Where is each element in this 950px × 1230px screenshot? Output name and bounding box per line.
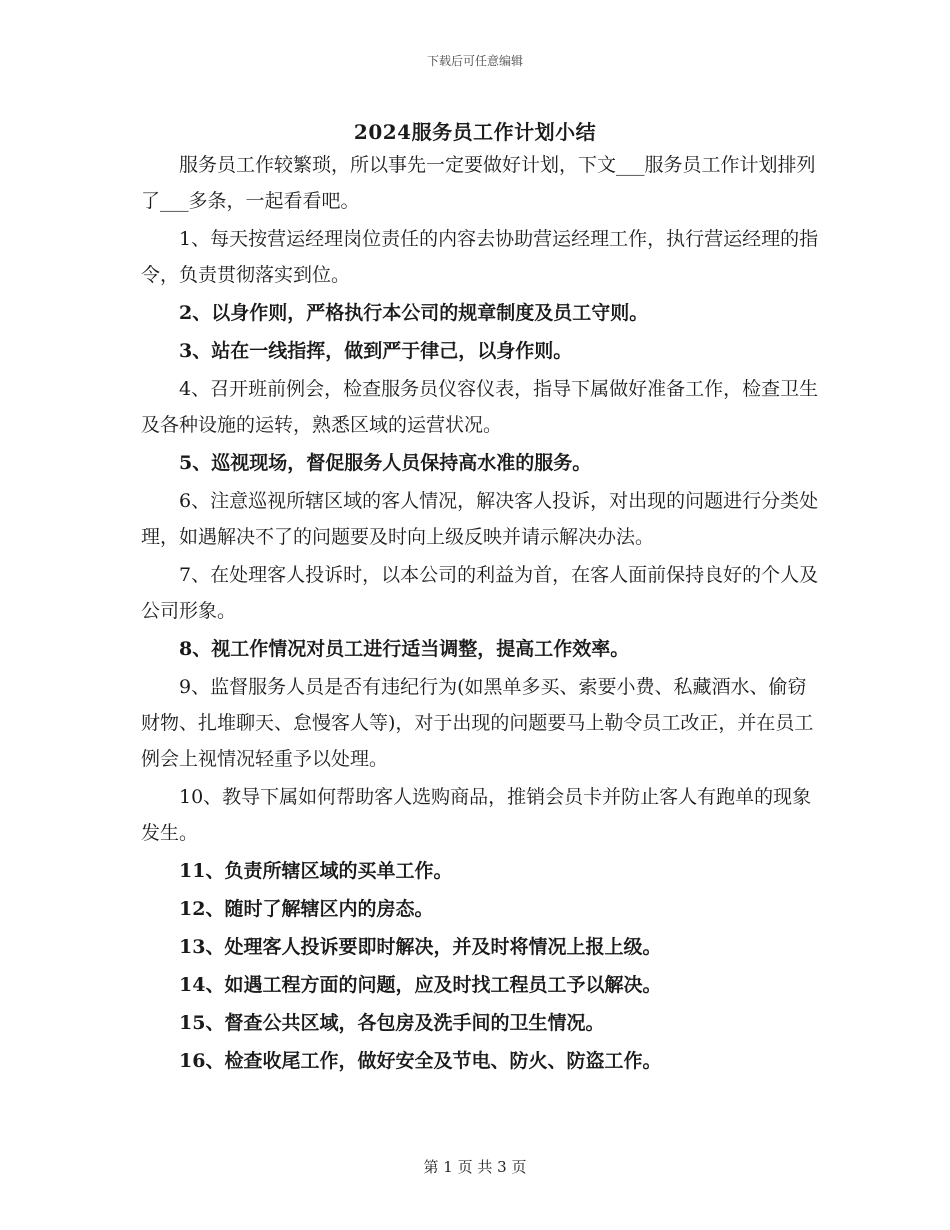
paragraph-item-11: 11、负责所辖区域的买单工作。	[179, 860, 453, 882]
paragraph-item-16: 16、检查收尾工作，做好安全及节电、防火、防盗工作。	[179, 1050, 662, 1072]
page-footer: 第 1 页 共 3 页	[423, 1158, 527, 1176]
paragraph-item-6: 6、注意巡视所辖区域的客人情况，解决客人投诉，对出现的问题进行分类处理，如遇解决不了的问题要及时向上级反映并请示解决办法。	[141, 490, 819, 548]
paragraph-item-8: 8、视工作情况对员工进行适当调整，提高工作效率。	[179, 638, 630, 660]
paragraph-item-4: 4、召开班前例会，检查服务员仪容仪表，指导下属做好准备工作，检查卫生及各种设施的运转，熟悉区域的运营状况。	[141, 378, 819, 436]
paragraph-item-1: 1、每天按营运经理岗位责任的内容去协助营运经理工作，执行营运经理的指令，负责贯彻落实到位。	[141, 228, 819, 286]
paragraph-intro: 服务员工作较繁琐，所以事先一定要做好计划，下文___服务员工作计划排列了___多条，一起看看吧。	[141, 154, 816, 212]
paragraph-item-12: 12、随时了解辖区内的房态。	[179, 898, 434, 920]
paragraph-item-14: 14、如遇工程方面的问题，应及时找工程员工予以解决。	[179, 974, 662, 996]
paragraph-item-9: 9、监督服务人员是否有违纪行为(如黑单多买、索要小费、私藏酒水、偷窃财物、扎堆聊天、怠慢客人等)，对于出现的问题要马上勒令员工改正，并在员工例会上视情况轻重予以处理。	[141, 676, 814, 770]
paragraph-item-15: 15、督查公共区域，各包房及洗手间的卫生情况。	[179, 1012, 605, 1034]
document-body	[141, 147, 821, 1079]
paragraph-item-2: 2、以身作则，严格执行本公司的规章制度及员工守则。	[179, 302, 649, 324]
paragraph-item-13: 13、处理客人投诉要即时解决，并及时将情况上报上级。	[179, 936, 662, 958]
header-note: 下载后可任意编辑	[426, 54, 523, 68]
paragraph-item-3: 3、站在一线指挥，做到严于律己，以身作则。	[179, 340, 573, 362]
paragraph-item-7: 7、在处理客人投诉时，以本公司的利益为首，在客人面前保持良好的个人及公司形象。	[141, 564, 819, 622]
paragraph-item-5: 5、巡视现场，督促服务人员保持高水准的服务。	[179, 452, 592, 474]
paragraph-item-10: 10、教导下属如何帮助客人选购商品，推销会员卡并防止客人有跑单的现象发生。	[141, 786, 812, 844]
document-title: 2024服务员工作计划小结	[353, 120, 597, 144]
